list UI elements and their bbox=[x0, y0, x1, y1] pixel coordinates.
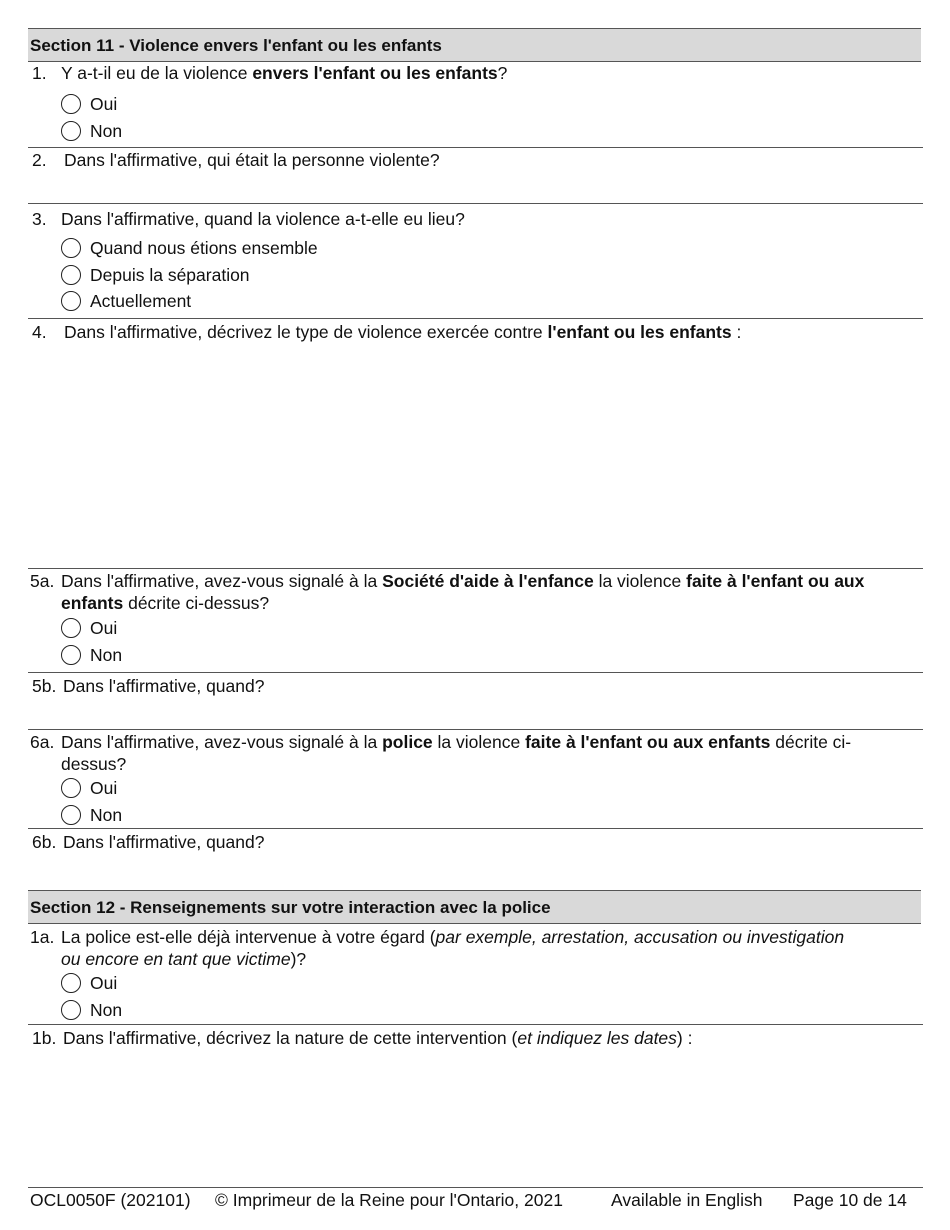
q6b-text: Dans l'affirmative, quand? bbox=[63, 832, 265, 852]
divider bbox=[28, 672, 923, 673]
q3-number: 3. bbox=[32, 209, 47, 229]
divider bbox=[28, 318, 923, 319]
s12-q1b-text: Dans l'affirmative, décrivez la nature de cette intervention (et indiquez les dates) : bbox=[63, 1028, 693, 1048]
q2-answer-field[interactable] bbox=[28, 172, 923, 202]
q2-number: 2. bbox=[32, 150, 47, 170]
q5b-number: 5b. bbox=[32, 676, 57, 696]
form-id: OCL0050F (202101) bbox=[30, 1190, 191, 1210]
q3-option-actuellement[interactable]: Actuellement bbox=[61, 289, 191, 313]
section-11-header: Section 11 - Violence envers l'enfant ou les enfants bbox=[28, 28, 921, 62]
radio-button[interactable] bbox=[61, 291, 81, 311]
q4-number: 4. bbox=[32, 322, 47, 342]
q5a-option-non[interactable]: Non bbox=[61, 643, 122, 667]
radio-button[interactable] bbox=[61, 265, 81, 285]
s12-q1a-number: 1a. bbox=[30, 927, 55, 947]
divider bbox=[28, 568, 923, 569]
q1-number: 1. bbox=[32, 63, 47, 83]
q2-text: Dans l'affirmative, qui était la personne violente? bbox=[64, 150, 440, 170]
q1-option-oui[interactable]: Oui bbox=[61, 92, 117, 116]
q5b-answer-field[interactable] bbox=[28, 698, 923, 728]
radio-button[interactable] bbox=[61, 238, 81, 258]
radio-button[interactable] bbox=[61, 121, 81, 141]
q4-text: Dans l'affirmative, décrivez le type de violence exercée contre l'enfant ou les enfants : bbox=[64, 322, 742, 342]
section-12-header: Section 12 - Renseignements sur votre interaction avec la police bbox=[28, 890, 921, 924]
q5a-option-oui[interactable]: Oui bbox=[61, 616, 117, 640]
q5b-text: Dans l'affirmative, quand? bbox=[63, 676, 265, 696]
q3-option-separation[interactable]: Depuis la séparation bbox=[61, 263, 250, 287]
q6b-answer-field[interactable] bbox=[28, 855, 923, 889]
q5a-number: 5a. bbox=[30, 571, 55, 591]
radio-button[interactable] bbox=[61, 1000, 81, 1020]
q6a-number: 6a. bbox=[30, 732, 55, 752]
divider bbox=[28, 729, 923, 730]
q4-answer-field[interactable] bbox=[28, 345, 923, 567]
divider bbox=[28, 203, 923, 204]
divider bbox=[28, 147, 923, 148]
q1-text: Y a-t-il eu de la violence envers l'enfant ou les enfants? bbox=[61, 63, 508, 83]
s12-q1b-number: 1b. bbox=[32, 1028, 57, 1048]
q6a-option-non[interactable]: Non bbox=[61, 803, 122, 827]
available-in-english: Available in English bbox=[611, 1190, 763, 1210]
q3-option-ensemble[interactable]: Quand nous étions ensemble bbox=[61, 236, 318, 260]
radio-button[interactable] bbox=[61, 805, 81, 825]
page-number: Page 10 de 14 bbox=[793, 1190, 907, 1210]
s12-q1b-answer-field[interactable] bbox=[28, 1051, 923, 1185]
copyright: © Imprimeur de la Reine pour l'Ontario, 2021 bbox=[215, 1190, 563, 1210]
radio-button[interactable] bbox=[61, 973, 81, 993]
q5a-text: Dans l'affirmative, avez-vous signalé à la Société d'aide à l'enfance la violence faite à l'enfant ou aux enfants décrite ci-dessus? bbox=[61, 571, 865, 613]
s12-q1a-text: La police est-elle déjà intervenue à votre égard (par exemple, arrestation, accusation ou investigation ou encore en tant que victime)? bbox=[61, 927, 845, 969]
q3-text: Dans l'affirmative, quand la violence a-t-elle eu lieu? bbox=[61, 209, 465, 229]
q1-option-non[interactable]: Non bbox=[61, 119, 122, 143]
q6a-option-oui[interactable]: Oui bbox=[61, 776, 117, 800]
s12-q1a-option-oui[interactable]: Oui bbox=[61, 971, 117, 995]
radio-button[interactable] bbox=[61, 94, 81, 114]
s12-q1a-option-non[interactable]: Non bbox=[61, 998, 122, 1022]
q6b-number: 6b. bbox=[32, 832, 57, 852]
divider bbox=[28, 828, 923, 829]
radio-button[interactable] bbox=[61, 778, 81, 798]
divider bbox=[28, 1024, 923, 1025]
radio-button[interactable] bbox=[61, 618, 81, 638]
radio-button[interactable] bbox=[61, 645, 81, 665]
q6a-text: Dans l'affirmative, avez-vous signalé à la police la violence faite à l'enfant ou aux enfants décrite ci- dessus? bbox=[61, 732, 852, 774]
page-footer bbox=[28, 1187, 923, 1210]
